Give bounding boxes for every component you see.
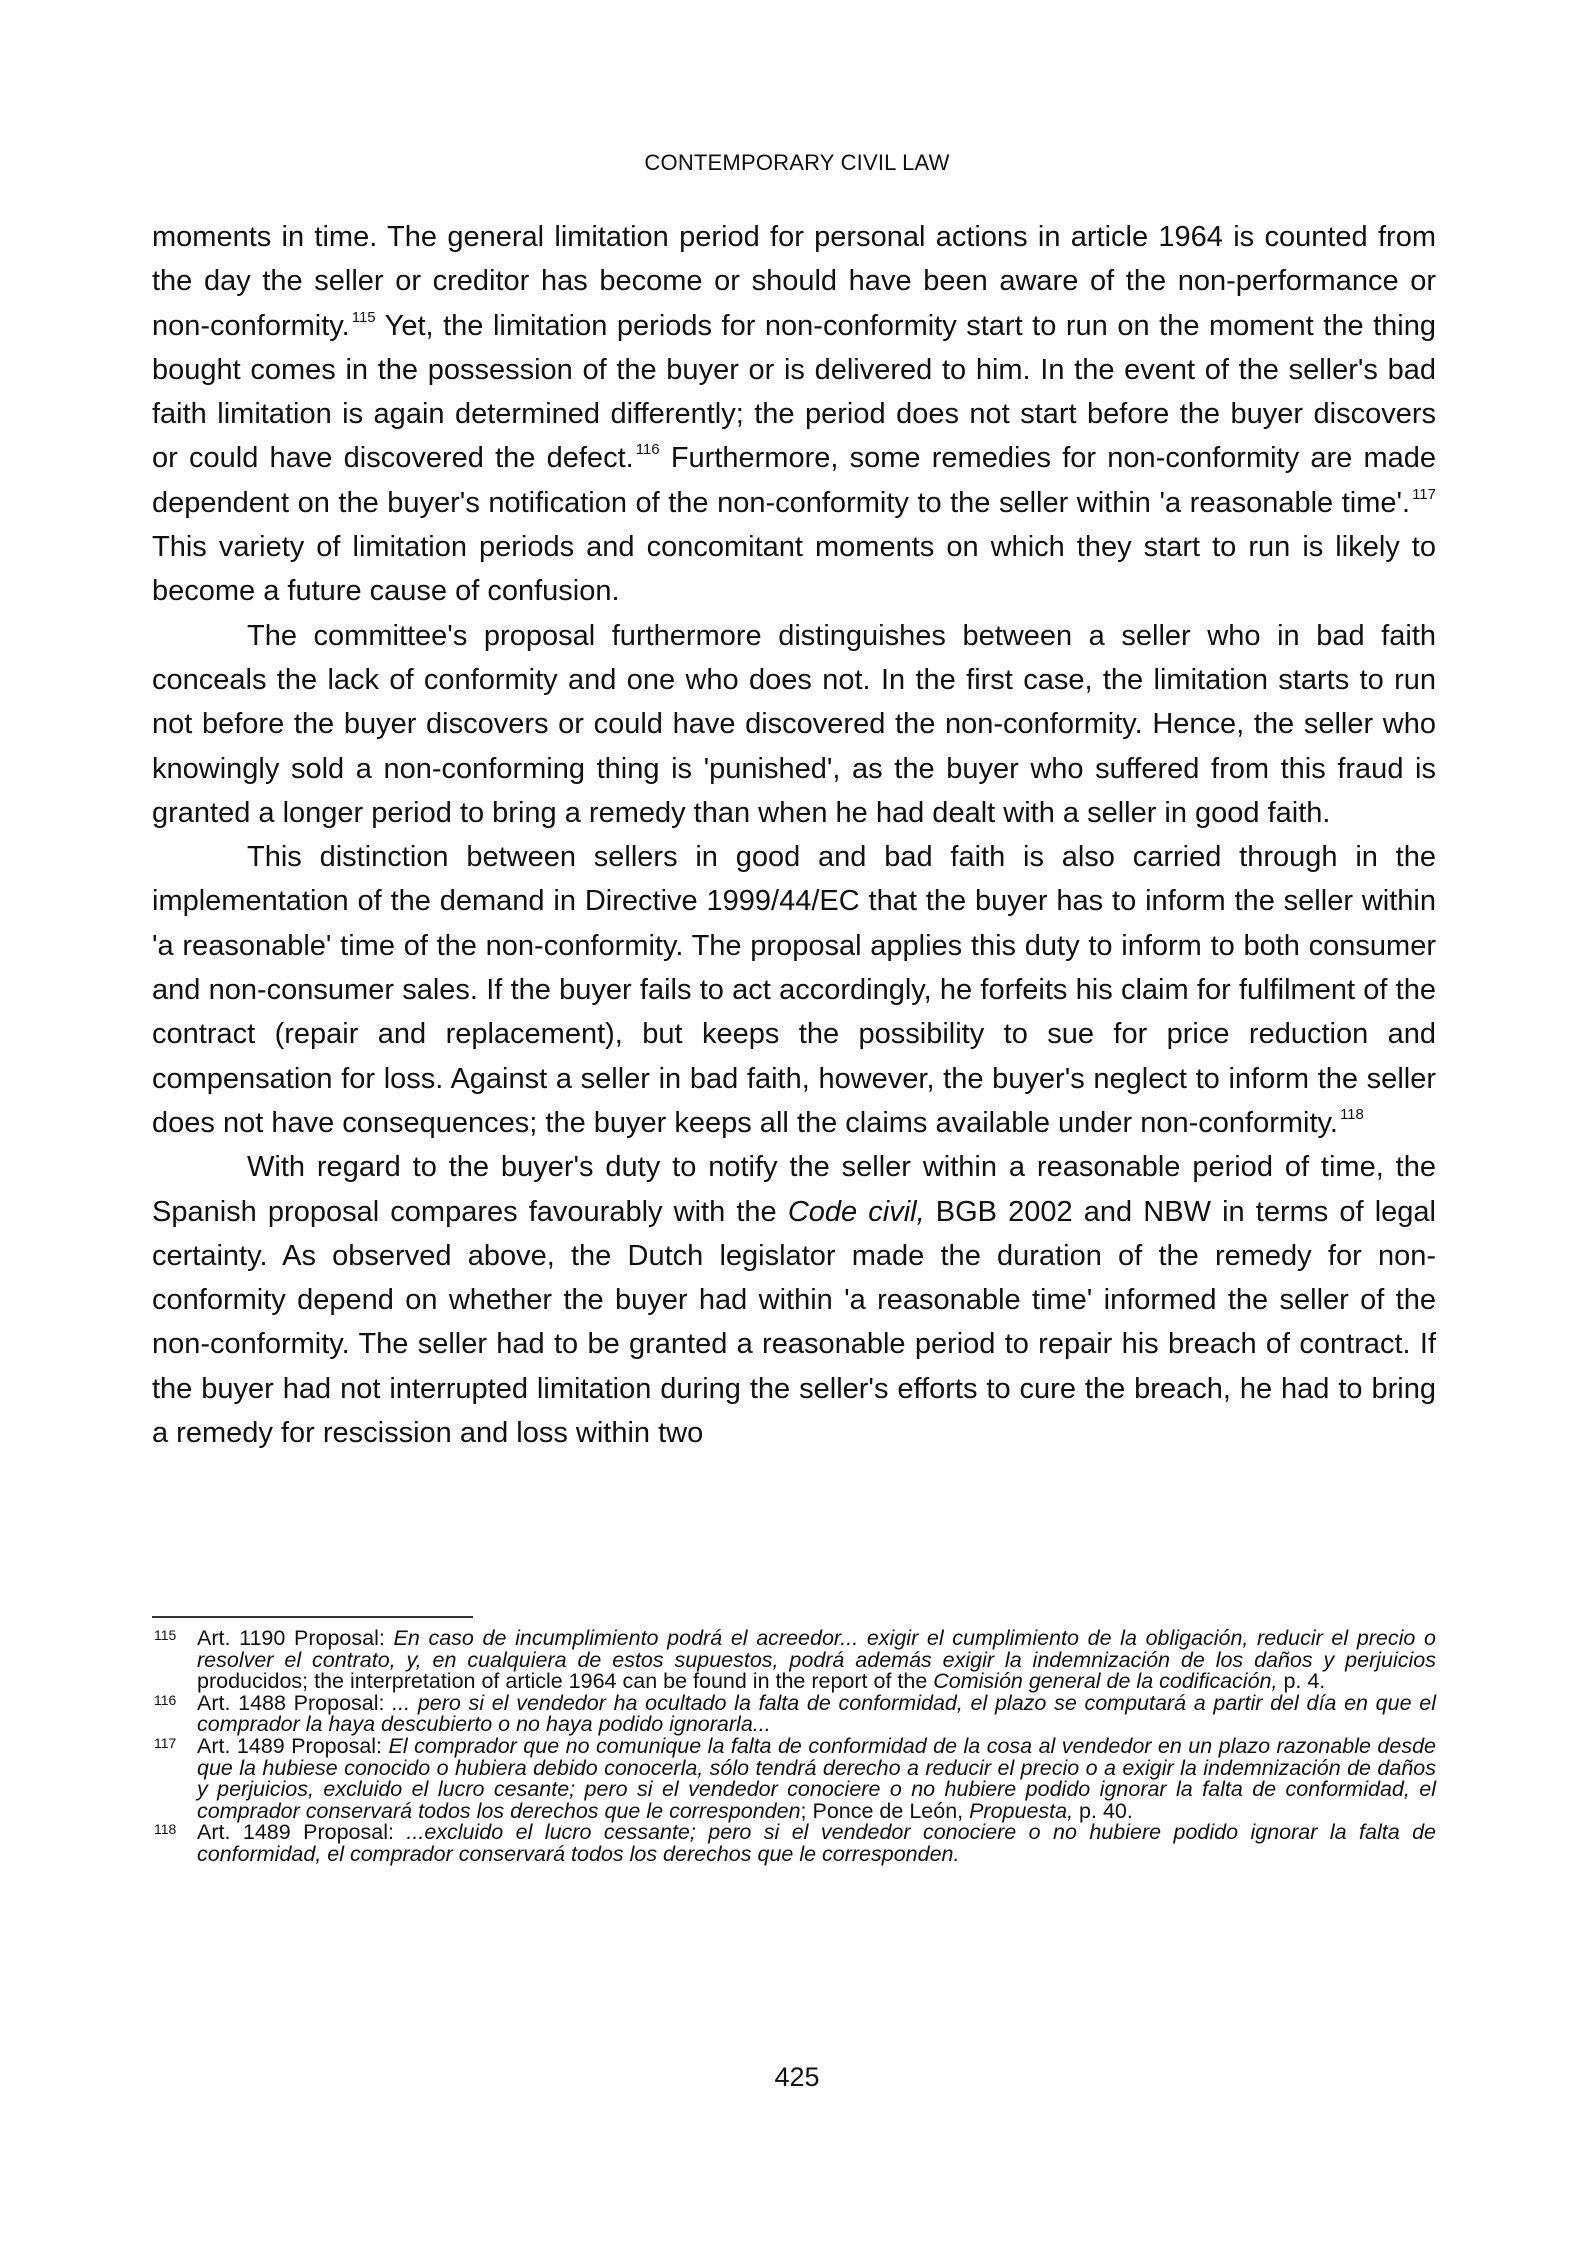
text-span: producidos; the interpretation of article 1964 can be found in the report of the bbox=[197, 1669, 934, 1694]
text-span: Art. 1489 Proposal: bbox=[197, 1820, 407, 1845]
footnote-number: 115 bbox=[154, 1627, 177, 1643]
footnote-116 bbox=[152, 1690, 1436, 1737]
footnote-number: 118 bbox=[154, 1821, 177, 1838]
text-span: moments in time. The general limitation period for personal actions in article 1964 is counted from the day the seller or creditor has become or should have been aware of the non-performance or non-conformity. bbox=[152, 221, 1436, 342]
footnote-number: 117 bbox=[154, 1734, 177, 1751]
italic-quote: ... pero si el vendedor ha ocultado la falta de conformidad, el plazo se computará a partir del día en que el comprador la haya descubierto o no haya podido ignorarla... bbox=[197, 1690, 1436, 1737]
page-number: 425 bbox=[774, 2062, 820, 2092]
paragraph-4 bbox=[152, 1145, 1436, 1455]
text-span: Art. 1488 Proposal: bbox=[197, 1690, 393, 1715]
footnote-ref-117[interactable]: 117 bbox=[1412, 485, 1436, 503]
footnote-118 bbox=[152, 1822, 1436, 1865]
footnote-115 bbox=[152, 1628, 1436, 1693]
italic-title: Comisión general de la codificación, bbox=[933, 1669, 1278, 1694]
text-span: This variety of limitation periods and concomitant moments on which they start to run is likely to become a future cause of confusion. bbox=[152, 531, 1436, 608]
running-header: CONTEMPORARY CIVIL LAW bbox=[644, 150, 950, 175]
footnote-ref-116[interactable]: 116 bbox=[635, 441, 660, 459]
footnote-ref-115[interactable]: 115 bbox=[351, 308, 376, 326]
footnote-separator bbox=[152, 1616, 473, 1618]
text-span: Art. 1190 Proposal: bbox=[197, 1626, 394, 1650]
footnote-ref-118[interactable]: 118 bbox=[1339, 1105, 1364, 1123]
text-span: BGB 2002 and NBW in terms of legal certainty. As observed above, the Dutch legislator made the duration of the remedy for non-conformity depend on whether the buyer had within 'a reasonable time' informed the seller of the non-conformity. The seller had to be granted a reasonable period to repair his breach of contract. If the buyer had not interrupted limitation during the seller's efforts to cure the breach, he had to bring a remedy for rescission and loss within two bbox=[152, 1195, 1436, 1450]
paragraph-2: The committee's proposal furthermore distinguishes between a seller who in bad faith conceals the lack of conformity and one who does not. In the first case, the limitation starts to run not before the buyer discovers or could have discovered the non-conformity. Hence, the seller who knowingly sold a non-conforming thing is 'punished', as the buyer who suffered from this fraud is granted a longer period to bring a remedy than when he had dealt with a seller in good faith. bbox=[152, 619, 1436, 829]
italic-quote: ...excluido el lucro cessante; pero si el vendedor conociere o no hubiere podido ignorar la falta de conformidad, el comprador conservará todos los derechos que le corresponden. bbox=[197, 1820, 1436, 1866]
text-span: Yet, the limitation periods for non-conformity start to run on the moment the thing bought comes in the possession of the buyer or is delivered to him. In the event of the seller's bad faith limitation is again determined differently; the period does not start before the buyer discovers or could have discovered the defect. bbox=[152, 309, 1436, 475]
text-span: p. 40. bbox=[1073, 1798, 1133, 1823]
paragraph-3 bbox=[152, 835, 1436, 1145]
footnotes bbox=[152, 1628, 1436, 1866]
footnote-117 bbox=[152, 1733, 1436, 1823]
text-span: Art. 1489 Proposal: bbox=[197, 1733, 389, 1758]
text-span: With regard to the buyer's duty to notify the seller within a reasonable period of time, the Spanish proposal compares favourably with the bbox=[152, 1151, 1436, 1228]
italic-quote: El comprador que no comunique la falta de conformidad de la cosa al vendedor en un plazo razonable desde que la hubiese conocido o hubiera debido conocerla, sólo tendrá derecho a reducir el precio o a exigir la indemnización de daños y perjuicios, excluido el lucro cesante; pero si el vendedor conociere o no hubiere podido ignorar la falta de conformidad, el comprador conservará todos los derechos que le corresponden bbox=[197, 1733, 1436, 1823]
text-span: This distinction between sellers in good and bad faith is also carried through in the implementation of the demand in Directive 1999/44/EC that the buyer has to inform the seller within 'a reasonable' time of the non-conformity. The proposal applies this duty to inform to both consumer and non-consumer sales. If the buyer fails to act accordingly, he forfeits his claim for fulfilment of the contract (repair and replacement), but keeps the possibility to sue for price reduction and compensation for loss. Against a seller in bad faith, however, the buyer's neglect to inform the seller does not have consequences; the buyer keeps all the claims available under non-conformity. bbox=[152, 841, 1436, 1139]
italic-title: Propuesta, bbox=[969, 1798, 1074, 1823]
italic-quote: En caso de incumplimiento podrá el acreedor... exigir el cumplimiento de la obligación, reducir el precio o resolver el contrato, y, en cualquiera de estos supuestos, podrá además exigir la indemnización de los daños y perjuicios bbox=[197, 1626, 1436, 1672]
text-span: ; Ponce de León, bbox=[800, 1798, 970, 1823]
italic-title: Code civil, bbox=[787, 1195, 925, 1228]
text-span: p. 4. bbox=[1277, 1669, 1326, 1694]
paragraph-1 bbox=[152, 215, 1436, 614]
text-span: Furthermore, some remedies for non-conformity are made dependent on the buyer's notification of the non-conformity to the seller within 'a reasonable time'. bbox=[152, 442, 1436, 519]
footnote-number: 116 bbox=[154, 1691, 177, 1708]
main-text bbox=[152, 215, 1436, 1455]
